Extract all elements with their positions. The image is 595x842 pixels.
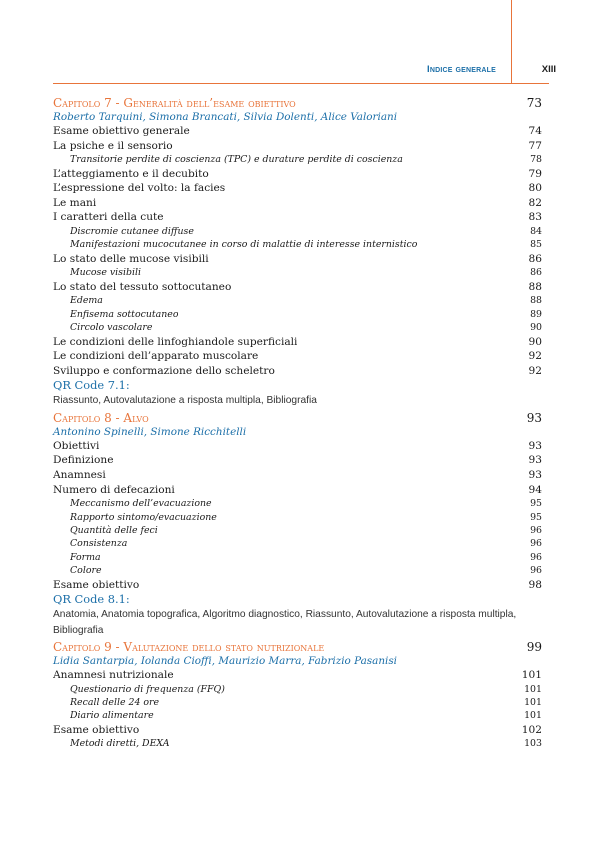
chapter-page-number: 99: [526, 640, 542, 654]
entry-title: Anamnesi nutrizionale: [53, 669, 174, 681]
qr-code-contents: Riassunto, Autovalutazione a risposta multipla, Bibliografia: [53, 395, 317, 407]
entry-title: Definizione: [53, 454, 114, 467]
toc-section-entry[interactable]: [53, 139, 542, 154]
entry-page-number: 88: [530, 295, 542, 307]
entry-page-number: 95: [530, 511, 542, 523]
chapter-page-number: 93: [526, 410, 542, 425]
chapter-page-number: 73: [526, 96, 542, 110]
entry-page-number: 90: [530, 322, 542, 334]
entry-title: Meccanismo dell’evacuazione: [70, 498, 212, 510]
entry-page-number: 96: [530, 524, 542, 536]
entry-title: Enfisema sottocutaneo: [70, 308, 179, 320]
toc-subsection-entry[interactable]: [53, 497, 542, 510]
entry-page-number: 93: [528, 454, 542, 467]
table-of-contents: [53, 96, 542, 751]
entry-page-number: 74: [528, 125, 542, 137]
chapter-heading[interactable]: [53, 411, 542, 426]
entry-title: I caratteri della cute: [53, 211, 164, 224]
toc-section-entry[interactable]: [53, 167, 542, 182]
toc-subsection-entry[interactable]: [53, 511, 542, 524]
toc-section-entry[interactable]: [53, 364, 542, 379]
entry-page-number: 88: [528, 280, 542, 293]
entry-title: Diario alimentare: [70, 710, 154, 722]
toc-section-entry[interactable]: [53, 468, 542, 483]
toc-subsection-entry[interactable]: [53, 709, 542, 722]
toc-section-entry[interactable]: [53, 349, 542, 364]
toc-subsection-entry[interactable]: [53, 238, 542, 251]
chapter-heading[interactable]: [53, 640, 542, 655]
toc-subsection-entry[interactable]: [53, 737, 542, 750]
toc-subsection-entry[interactable]: [53, 524, 542, 537]
entry-page-number: 80: [528, 182, 542, 195]
toc-section-entry[interactable]: [53, 196, 542, 211]
entry-title: Circolo vascolare: [70, 322, 153, 334]
entry-page-number: 89: [530, 308, 542, 320]
entry-title: Esame obiettivo generale: [53, 125, 190, 137]
chapter-heading[interactable]: [53, 96, 542, 111]
entry-title: Rapporto sintomo/evacuazione: [70, 511, 217, 523]
entry-page-number: 92: [528, 350, 542, 363]
header-vertical-rule: [511, 0, 512, 83]
header-horizontal-rule: [53, 83, 549, 84]
toc-subsection-entry[interactable]: [53, 153, 542, 166]
entry-title: Le mani: [53, 196, 97, 209]
toc-section-entry[interactable]: [53, 578, 542, 593]
chapter-title: Capitolo 8 - Alvo: [53, 410, 149, 425]
entry-page-number: 101: [524, 710, 542, 722]
entry-page-number: 103: [524, 738, 542, 750]
chapter-authors: Lidia Santarpia, Iolanda Cioffi, Maurizio Marra, Fabrizio Pasanisi: [53, 655, 398, 667]
entry-title: Numero di defecazioni: [53, 483, 175, 496]
toc-section-entry[interactable]: [53, 210, 542, 225]
toc-subsection-entry[interactable]: [53, 266, 542, 279]
entry-title: Transitorie perdite di coscienza (TPC) e durature perdite di coscienza: [70, 154, 403, 166]
qr-code-label[interactable]: QR Code 8.1:: [53, 592, 130, 607]
entry-title: Metodi diretti, DEXA: [70, 738, 170, 750]
entry-title: L’atteggiamento e il decubito: [53, 167, 209, 180]
entry-page-number: 79: [528, 167, 542, 180]
entry-title: Manifestazioni mucocutanee in corso di malattie di interesse internistico: [70, 239, 418, 251]
chapter-title: Capitolo 7 - Generalità dell’esame obiettivo: [53, 96, 296, 110]
running-header-page-number: XIII: [541, 64, 556, 75]
entry-page-number: 90: [528, 335, 542, 348]
entry-title: Forma: [70, 551, 101, 563]
toc-section-entry[interactable]: [53, 668, 542, 683]
entry-page-number: 101: [524, 683, 542, 695]
chapter-authors: Roberto Tarquini, Simona Brancati, Silvia Dolenti, Alice Valoriani: [53, 111, 398, 123]
qr-code-label[interactable]: QR Code 7.1:: [53, 378, 130, 393]
toc-subsection-entry[interactable]: [53, 308, 542, 321]
toc-subsection-entry[interactable]: [53, 696, 542, 709]
entry-page-number: 94: [528, 483, 542, 496]
entry-title: Mucose visibili: [70, 267, 141, 279]
toc-section-entry[interactable]: [53, 483, 542, 498]
entry-page-number: 96: [530, 538, 542, 550]
toc-section-entry[interactable]: [53, 723, 542, 738]
entry-page-number: 85: [530, 239, 542, 251]
entry-page-number: 95: [530, 498, 542, 510]
chapter-title: Capitolo 9 - Valutazione dello stato nutrizionale: [53, 640, 325, 654]
entry-page-number: 77: [528, 139, 542, 152]
entry-title: Recall delle 24 ore: [70, 697, 160, 708]
entry-title: Le condizioni dell’apparato muscolare: [53, 350, 259, 363]
entry-page-number: 96: [530, 551, 542, 563]
entry-title: La psiche e il sensorio: [53, 139, 173, 152]
entry-page-number: 96: [530, 565, 542, 577]
entry-title: Esame obiettivo: [53, 723, 140, 736]
entry-title: Colore: [70, 565, 102, 577]
entry-page-number: 86: [528, 252, 542, 265]
entry-page-number: 83: [528, 211, 542, 224]
toc-subsection-entry[interactable]: [53, 225, 542, 238]
toc-subsection-entry[interactable]: [53, 537, 542, 550]
running-header-title: Indice generale: [427, 64, 496, 75]
entry-page-number: 101: [524, 697, 542, 708]
entry-page-number: 84: [530, 225, 542, 237]
entry-title: Anamnesi: [53, 468, 106, 481]
entry-page-number: 82: [528, 196, 542, 209]
entry-title: Obiettivi: [53, 439, 100, 452]
entry-title: Esame obiettivo: [53, 578, 140, 591]
entry-page-number: 102: [521, 723, 542, 736]
entry-title: L’espressione del volto: la facies: [53, 182, 226, 195]
entry-title: Lo stato del tessuto sottocutaneo: [53, 280, 232, 293]
entry-page-number: 78: [530, 154, 542, 166]
toc-subsection-entry[interactable]: [53, 683, 542, 696]
entry-title: Sviluppo e conformazione dello scheletro: [53, 364, 275, 377]
entry-page-number: 101: [521, 669, 542, 681]
toc-section-entry[interactable]: [53, 124, 542, 139]
toc-subsection-entry[interactable]: [53, 321, 542, 334]
qr-code-contents: Anatomia, Anatomia topografica, Algoritmo diagnostico, Riassunto, Autovalutazione a risposta multipla, Bibliografia: [53, 609, 517, 636]
entry-page-number: 93: [528, 439, 542, 452]
toc-section-entry[interactable]: [53, 453, 542, 468]
toc-subsection-entry[interactable]: [53, 564, 542, 577]
chapter-authors: Antonino Spinelli, Simone Ricchitelli: [53, 425, 247, 438]
entry-title: Le condizioni delle linfoghiandole superficiali: [53, 335, 298, 348]
entry-title: Lo stato delle mucose visibili: [53, 252, 209, 265]
entry-page-number: 86: [530, 267, 542, 279]
entry-title: Edema: [70, 295, 103, 307]
toc-section-entry[interactable]: [53, 252, 542, 267]
entry-title: Questionario di frequenza (FFQ): [70, 683, 225, 695]
toc-subsection-entry[interactable]: [53, 551, 542, 564]
entry-title: Consistenza: [70, 538, 128, 550]
toc-section-entry[interactable]: [53, 439, 542, 454]
toc-section-entry[interactable]: [53, 335, 542, 350]
toc-subsection-entry[interactable]: [53, 294, 542, 307]
toc-section-entry[interactable]: [53, 280, 542, 295]
entry-page-number: 92: [528, 364, 542, 377]
entry-page-number: 98: [528, 578, 542, 591]
entry-title: Discromie cutanee diffuse: [70, 225, 194, 237]
entry-page-number: 93: [528, 468, 542, 481]
entry-title: Quantità delle feci: [70, 524, 158, 536]
toc-section-entry[interactable]: [53, 181, 542, 196]
